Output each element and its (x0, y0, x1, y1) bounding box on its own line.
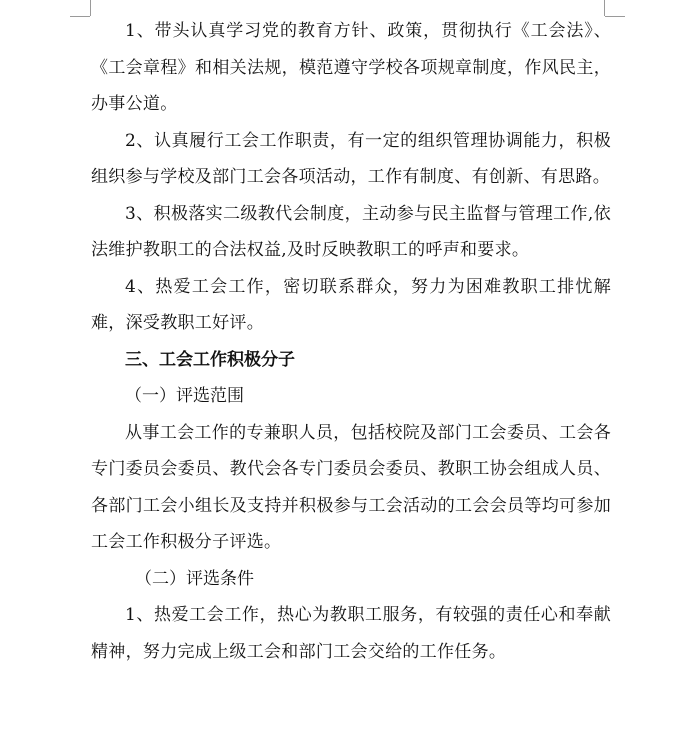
scope-paragraph: 从事工会工作的专兼职人员，包括校院及部门工会委员、工会各专门委员会委员、教代会各专门委员会委员、教职工协会组成人员、各部门工会小组长及支持并积极参与工会活动的工会会员等均可参加工会工作积极分子评选。 (91, 422, 611, 552)
document-body (91, 13, 611, 670)
paragraph-item-3: 3、积极落实二级教代会制度，主动参与民主监督与管理工作,依法维护教职工的合法权益,及时反映教职工的呼声和要求。 (91, 203, 611, 260)
conditions-heading: （二）评选条件 (135, 568, 254, 589)
condition-item-1: 1、热爱工会工作，热心为教职工服务，有较强的责任心和奉献精神，努力完成上级工会和部门工会交给的工作任务。 (91, 605, 611, 662)
scope-heading: （一）评选范围 (125, 386, 244, 406)
paragraph-item-2: 2、认真履行工会工作职责，有一定的组织管理协调能力，积极组织参与学校及部门工会各项活动，工作有制度、有创新、有思路。 (91, 130, 611, 187)
paragraph-item-4: 4、热爱工会工作，密切联系群众，努力为困难教职工排忧解难，深受教职工好评。 (91, 276, 611, 333)
crop-mark-top-left-horizontal (70, 16, 90, 17)
paragraph-item-1: 1、带头认真学习党的教育方针、政策，贯彻执行《工会法》、《工会章程》和相关法规，模范遵守学校各项规章制度，作风民主，办事公道。 (91, 21, 611, 114)
section-heading: 三、工会工作积极分子 (125, 349, 295, 370)
